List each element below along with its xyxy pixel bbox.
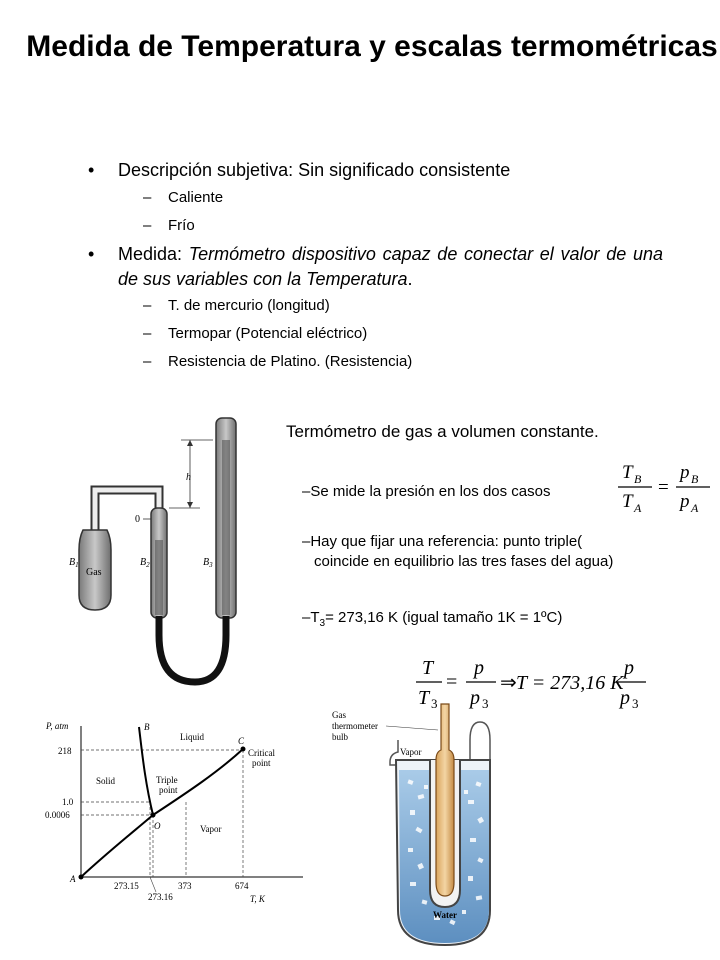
f2-T3: T xyxy=(418,687,430,709)
xtick-27315: 273.15 xyxy=(114,881,139,891)
bullet-dot: • xyxy=(88,244,95,264)
vapor-label: Vapor xyxy=(400,747,422,757)
formula-eq: = xyxy=(658,477,669,498)
sub-item: T. de mercurio (longitud) xyxy=(168,297,330,314)
gas-thermometer-heading: Termómetro de gas a volumen constante. xyxy=(286,422,599,441)
t3-T: –T xyxy=(302,609,320,626)
triple-label-2: point xyxy=(159,785,178,795)
b3-label: $B_3$ xyxy=(203,557,213,569)
xtick-27316: 273.16 xyxy=(148,892,173,902)
triple-point-text xyxy=(302,609,562,629)
page-title: Medida de Temperatura y escalas termométricas xyxy=(26,30,718,63)
point-a: A xyxy=(70,874,76,884)
x-axis-label: T, K xyxy=(250,894,265,904)
bullet-text xyxy=(118,242,663,292)
triple-label-1: Triple xyxy=(156,775,178,785)
formula-pA-sub: A xyxy=(691,501,699,515)
bullet-prefix: Medida: xyxy=(118,244,189,264)
f2-rhs: T = 273,16 K xyxy=(516,672,624,694)
bullet-suffix: . xyxy=(407,269,413,289)
b2-label: $B_2$ xyxy=(140,557,150,569)
f2-p3-sub: 3 xyxy=(482,696,489,711)
gas-thermometer-diagram xyxy=(55,410,255,690)
pressure-text: –Se mide la presión en los dos casos xyxy=(302,483,551,500)
gas-bulb-label-3: bulb xyxy=(332,732,349,742)
formula-TA-sub: A xyxy=(634,501,642,515)
critical-label-2: point xyxy=(252,758,271,768)
ytick-0006: 0.0006 xyxy=(45,810,70,820)
liquid-label: Liquid xyxy=(180,732,204,742)
h-label: h xyxy=(186,472,191,483)
reference-text-2: coincide en equilibrio las tres fases del agua) xyxy=(314,553,614,570)
reference-text-1: –Hay que fijar una referencia: punto triple( xyxy=(302,533,583,550)
f2-eq: = xyxy=(446,671,458,693)
formula-pB-sub: B xyxy=(691,472,699,486)
f2-p2: p xyxy=(624,657,634,679)
f2-T: T xyxy=(422,657,434,679)
solid-label: Solid xyxy=(96,776,116,786)
sub-item: Resistencia de Platino. (Resistencia) xyxy=(168,353,413,370)
sub-dash: – xyxy=(143,353,152,370)
sub-dash: – xyxy=(143,189,152,206)
f2-T3-sub: 3 xyxy=(431,696,438,711)
sub-item: Caliente xyxy=(168,189,224,206)
critical-label-1: Critical xyxy=(248,748,275,758)
bullet-text: Descripción subjetiva: Sin significado consistente xyxy=(118,160,511,180)
formula-TB: T xyxy=(622,462,633,483)
zero-label: 0 xyxy=(135,514,140,525)
ytick-1: 1.0 xyxy=(62,797,74,807)
formula-pA: p xyxy=(680,491,690,512)
xtick-373: 373 xyxy=(178,881,192,891)
xtick-674: 674 xyxy=(235,881,249,891)
sub-item: Termopar (Potencial eléctrico) xyxy=(168,325,368,342)
f2-p3: p xyxy=(470,687,480,709)
formula-pB: p xyxy=(680,462,690,483)
f2-arrow: ⇒ xyxy=(500,672,517,694)
formula-TA: T xyxy=(622,491,633,512)
ytick-218: 218 xyxy=(58,746,72,756)
t3-sub: 3 xyxy=(319,618,326,629)
t3-rest: = 273,16 K (igual tamaño 1K = 1ºC) xyxy=(325,609,563,626)
vapor-label: Vapor xyxy=(200,824,222,834)
bullet-dot: • xyxy=(88,160,95,180)
sub-dash: – xyxy=(143,217,152,234)
f2-p: p xyxy=(474,657,484,679)
point-b: B xyxy=(144,722,150,732)
point-o: O xyxy=(154,821,161,831)
sub-dash: – xyxy=(143,325,152,342)
sub-dash: – xyxy=(143,297,152,314)
f2-p32: p xyxy=(620,687,630,709)
f2-p32-sub: 3 xyxy=(632,696,639,711)
water-label: Water xyxy=(433,910,457,920)
triple-point-cell-diagram xyxy=(330,700,520,960)
gas-label: Gas xyxy=(86,567,102,578)
y-axis-label: P, atm xyxy=(46,721,69,731)
bullet-italic: Termómetro dispositivo capaz de conectar el valor de una de sus variables con la Temperatura xyxy=(118,244,663,289)
b1-label: $B_1$ xyxy=(69,557,79,569)
sub-item: Frío xyxy=(168,217,195,234)
gas-thermometer-bulb xyxy=(436,704,454,896)
phase-diagram xyxy=(38,712,308,922)
gas-bulb-label-2: thermometer xyxy=(332,721,378,731)
ratio-formula xyxy=(610,456,720,516)
point-c: C xyxy=(238,736,245,746)
gas-bulb-label-1: Gas xyxy=(332,710,346,720)
formula-TB-sub: B xyxy=(634,472,642,486)
